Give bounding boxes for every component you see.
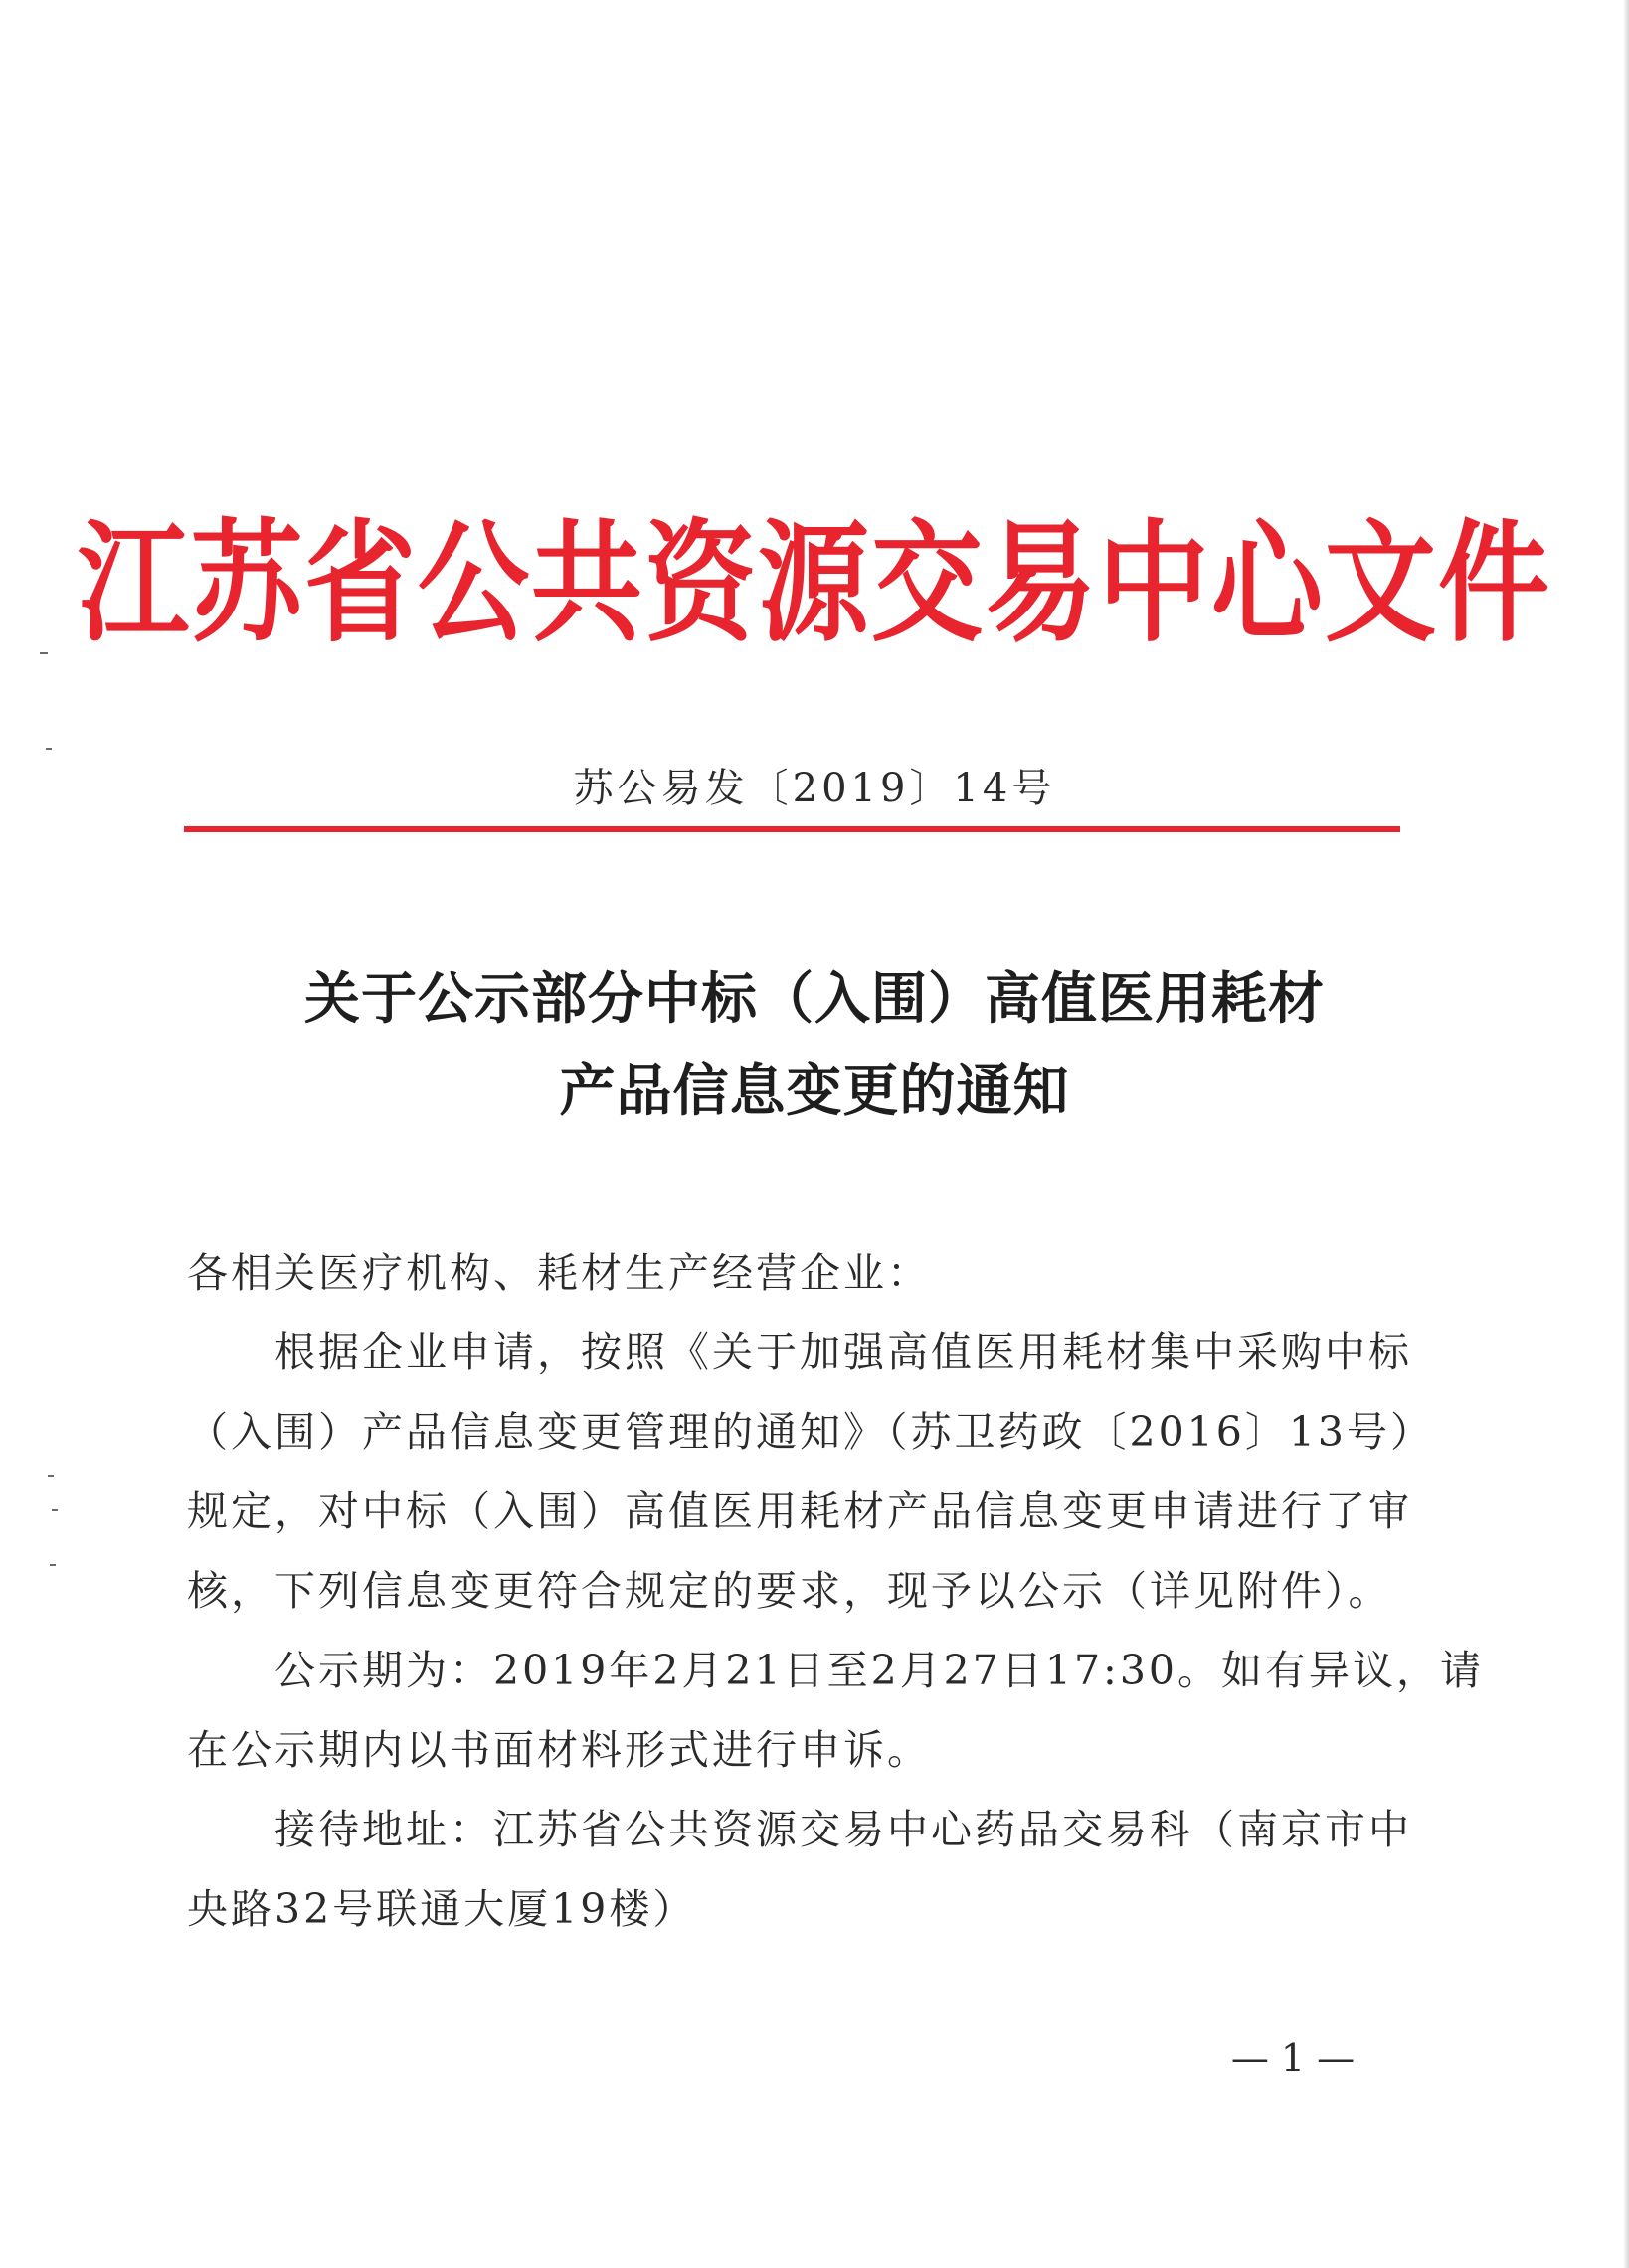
- scan-mark: [50, 1564, 56, 1566]
- red-divider: [184, 826, 1400, 832]
- body-line: 根据企业申请，按照《关于加强高值医用耗材集中采购中标: [187, 1328, 1412, 1376]
- body-line: 规定，对中标（入围）高值医用耗材产品信息变更申请进行了审: [187, 1487, 1412, 1535]
- page-number: — 1 —: [1230, 2036, 1356, 2080]
- body-line: （入围）产品信息变更管理的通知》（苏卫药政〔2016〕13号）: [187, 1408, 1435, 1456]
- document-number: 苏公易发〔2019〕14号: [573, 766, 1056, 811]
- masthead-title: 江苏省公共资源交易中心文件: [78, 507, 1551, 661]
- scan-mark: [46, 748, 52, 750]
- page-edge-shadow: [1623, 0, 1629, 2268]
- body-line: 核，下列信息变更符合规定的要求，现予以公示（详见附件）。: [187, 1567, 1392, 1615]
- body-line: 公示期为：2019年2月21日至2月27日17:30。如有异议，请: [187, 1647, 1485, 1694]
- body-line: 接待地址：江苏省公共资源交易中心药品交易科（南京市中: [187, 1806, 1412, 1853]
- scan-mark: [48, 1475, 54, 1477]
- notice-title-line-2: 产品信息变更的通知: [559, 1059, 1070, 1124]
- notice-title-line-1: 关于公示部分中标（入围）高值医用耗材: [304, 967, 1325, 1032]
- body-line: 央路32号联通大厦19楼）: [187, 1885, 697, 1933]
- body-line: 在公示期内以书面材料形式进行申诉。: [187, 1726, 931, 1774]
- salutation: 各相关医疗机构、耗材生产经营企业：: [187, 1249, 931, 1297]
- scan-mark: [52, 1509, 58, 1511]
